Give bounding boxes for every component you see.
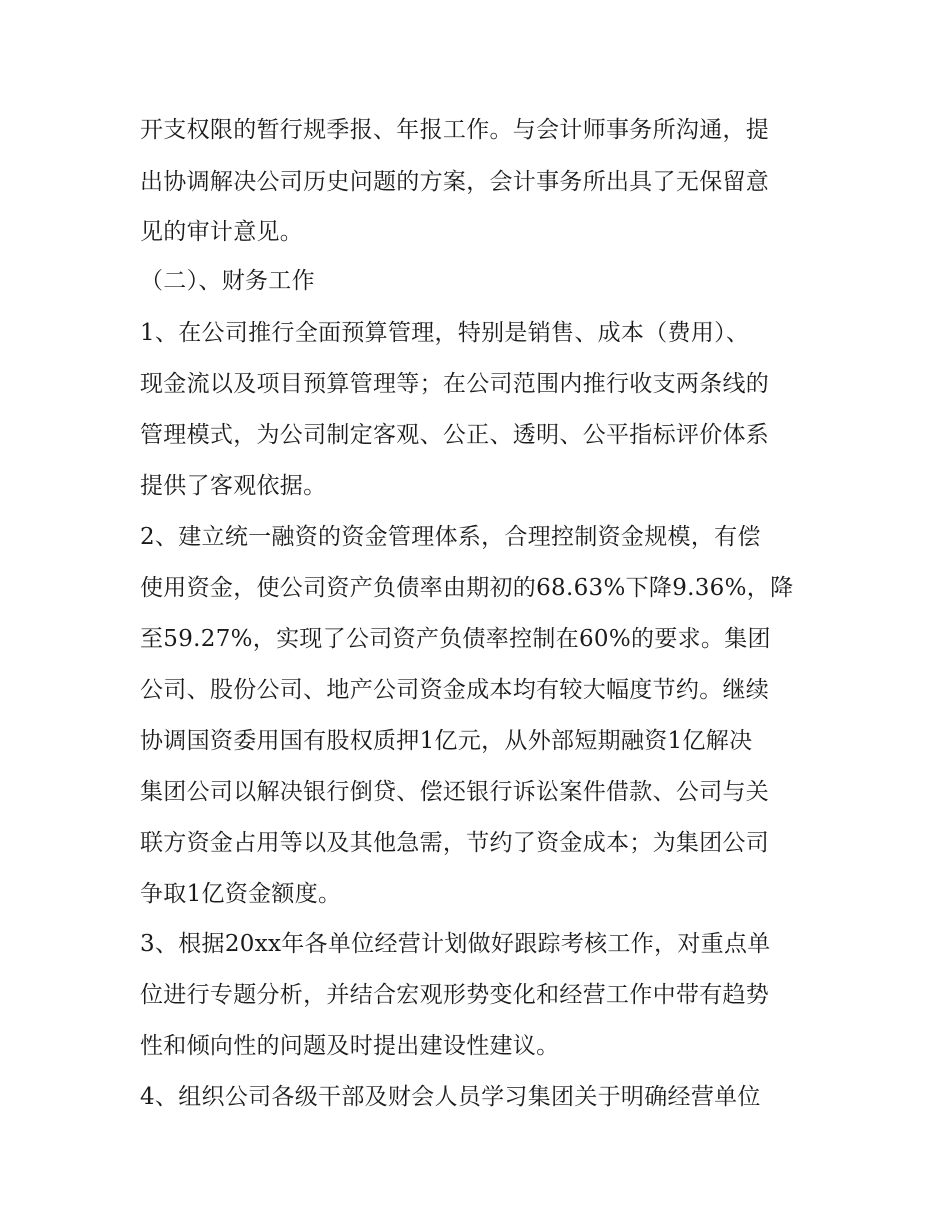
text-line: 管理模式，为公司制定客观、公正、透明、公平指标评价体系 xyxy=(140,422,770,448)
text-line: 开支权限的暂行规季报、年报工作。与会计师事务所沟通，提 xyxy=(140,117,770,143)
text-line: 出协调解决公司历史问题的方案，会计事务所出具了无保留意 xyxy=(140,169,770,195)
text-line: 现金流以及项目预算管理等；在公司范围内推行收支两条线的 xyxy=(140,371,770,397)
text-line: 3、根据20xx年各单位经营计划做好跟踪考核工作，对重点单 xyxy=(140,931,771,957)
section-heading: （二）、财务工作 xyxy=(140,268,315,294)
text-line: 公司、股份公司、地产公司资金成本均有较大幅度节约。继续 xyxy=(140,677,770,703)
text-line: 协调国资委用国有股权质押1亿元，从外部短期融资1亿解决 xyxy=(140,728,753,754)
text-line: 4、组织公司各级干部及财会人员学习集团关于明确经营单位 xyxy=(140,1084,761,1110)
text-line: 2、建立统一融资的资金管理体系，合理控制资金规模，有偿 xyxy=(140,524,761,550)
text-line: 使用资金，使公司资产负债率由期初的68.63%下降9.36%，降 xyxy=(140,575,794,601)
text-line: 提供了客观依据。 xyxy=(140,473,327,499)
text-line: 位进行专题分析，并结合宏观形势变化和经营工作中带有趋势 xyxy=(140,982,770,1008)
text-line: 见的审计意见。 xyxy=(140,219,304,245)
text-line: 性和倾向性的问题及时提出建设性建议。 xyxy=(140,1033,560,1059)
text-line: 争取1亿资金额度。 xyxy=(140,881,342,907)
text-line: 联方资金占用等以及其他急需，节约了资金成本；为集团公司 xyxy=(140,830,770,856)
text-line: 集团公司以解决银行倒贷、偿还银行诉讼案件借款、公司与关 xyxy=(140,779,770,805)
text-line: 至59.27%，实现了公司资产负债率控制在60%的要求。集团 xyxy=(140,626,771,652)
text-line: 1、在公司推行全面预算管理，特别是销售、成本（费用）、 xyxy=(140,320,750,346)
